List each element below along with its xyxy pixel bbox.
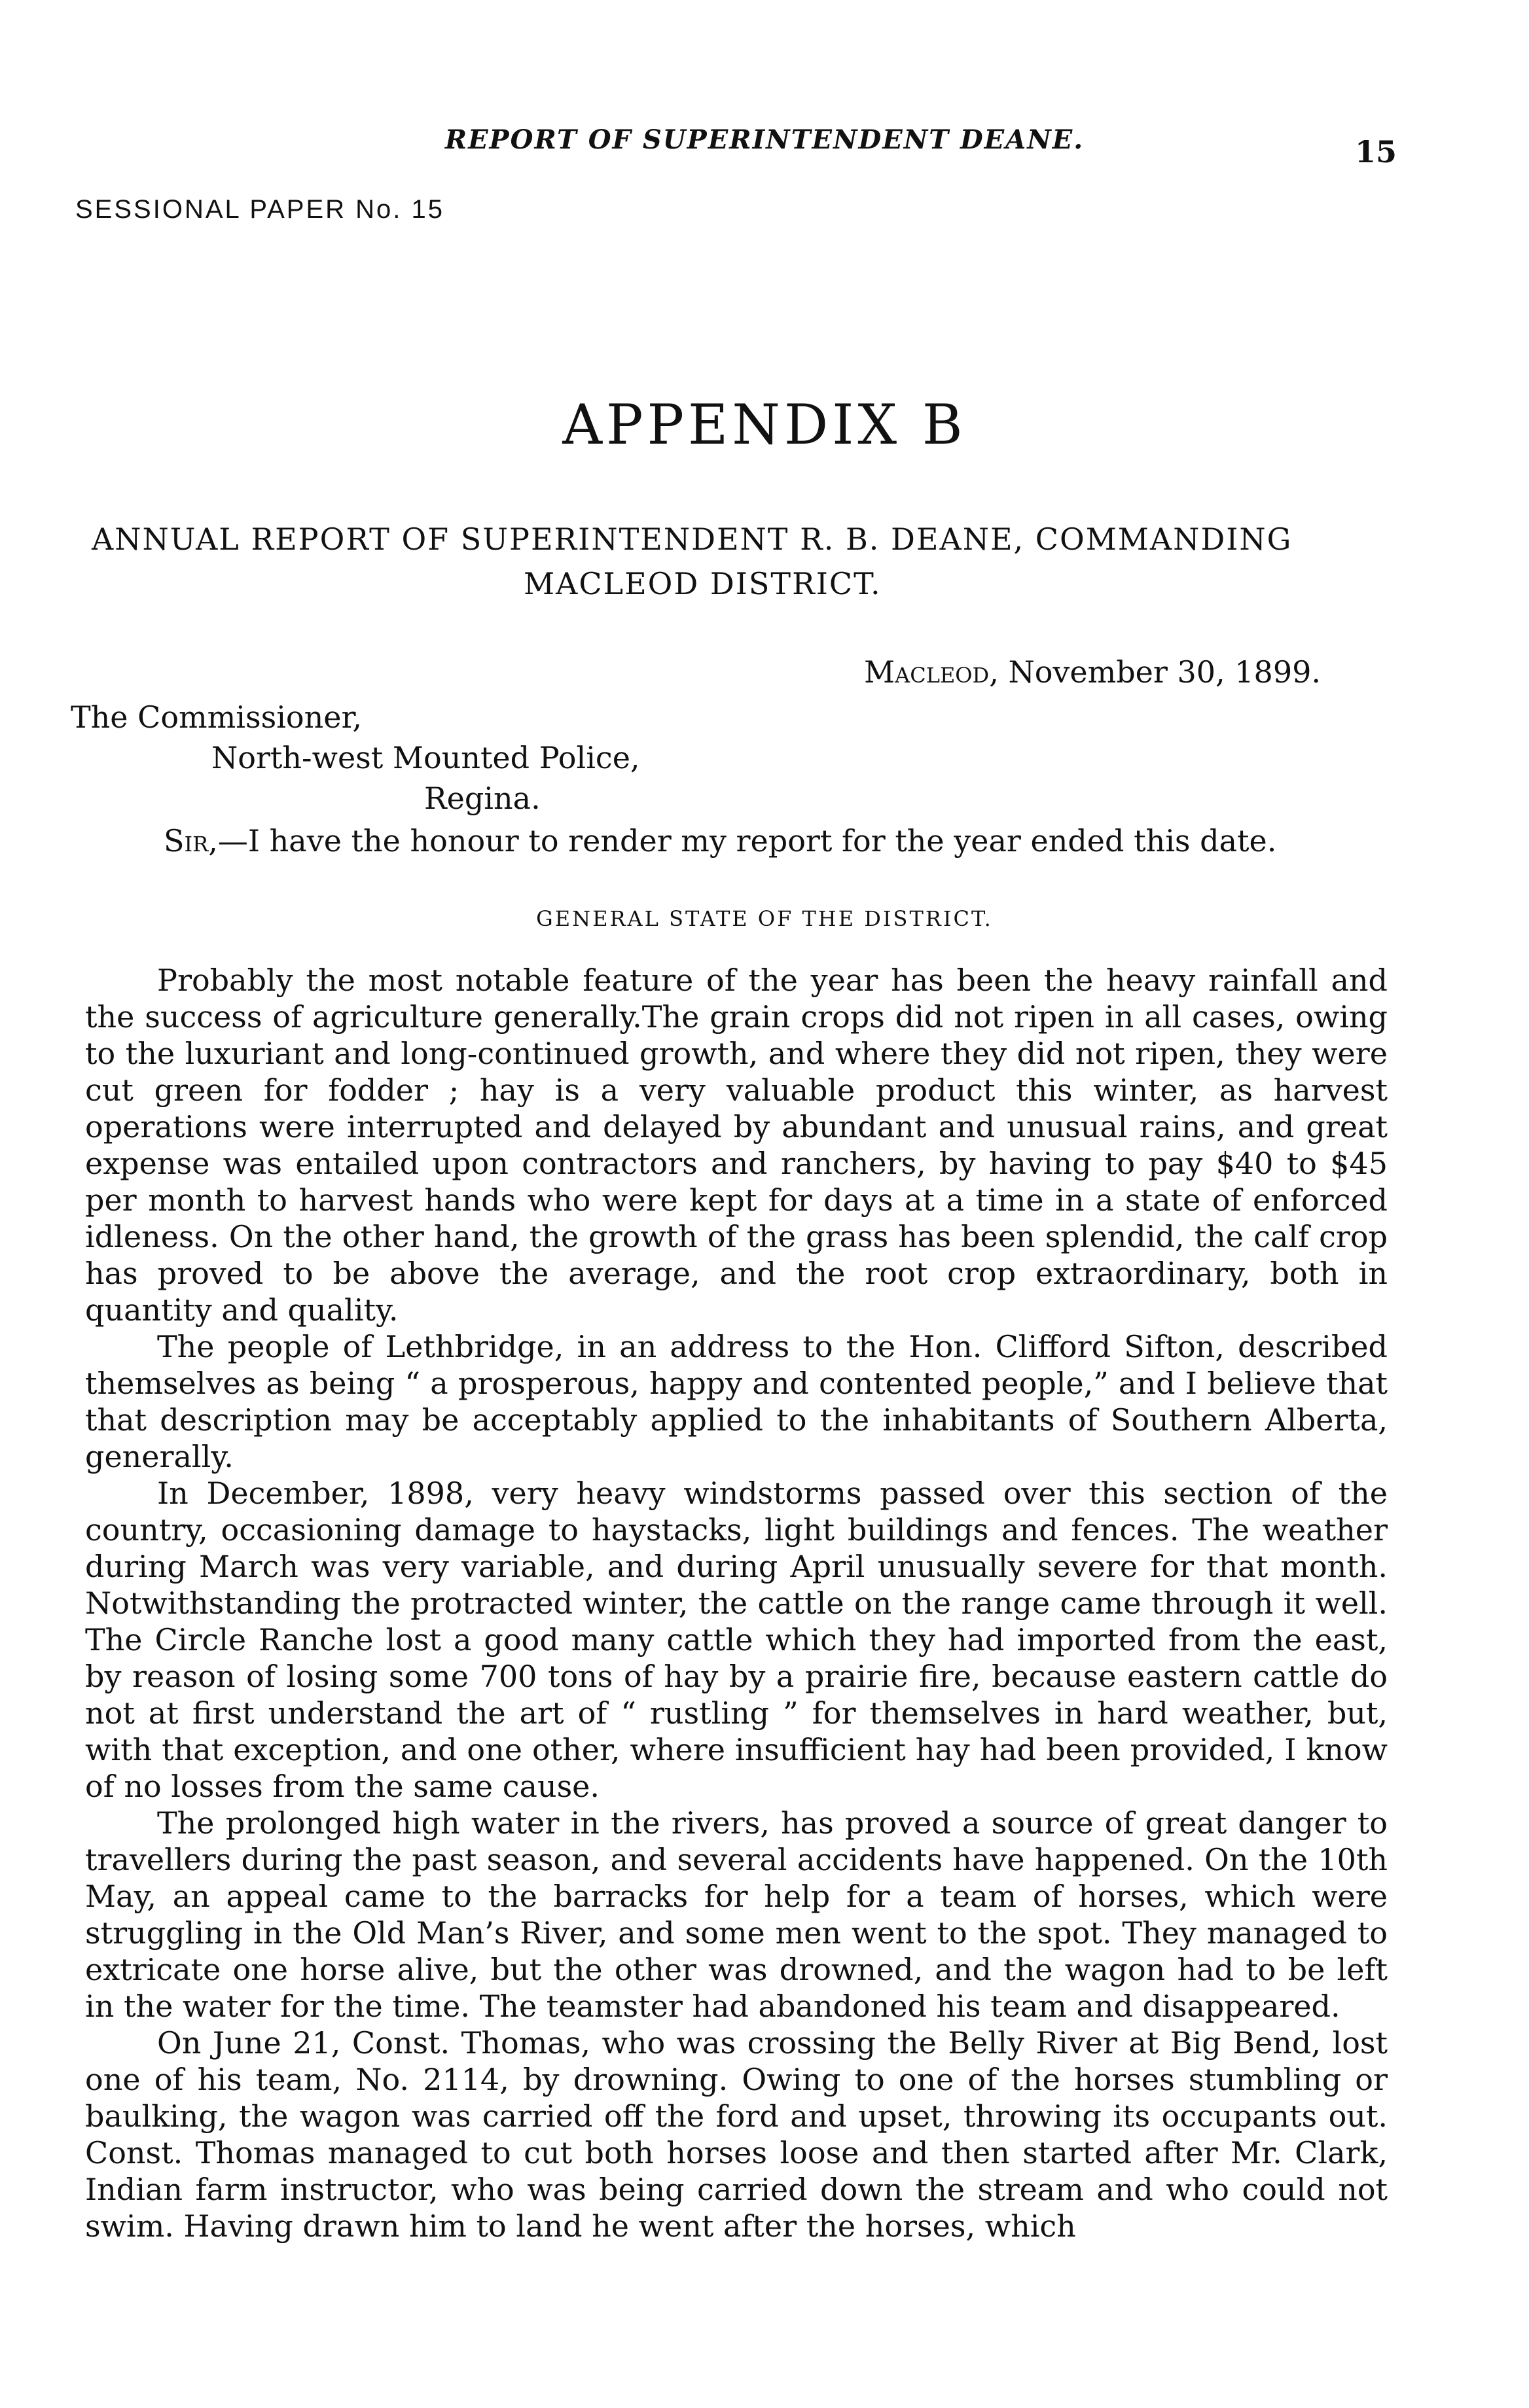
report-title-line-2: MACLEOD DISTRICT. bbox=[524, 566, 882, 601]
salutation-sir: Sir, bbox=[164, 823, 218, 859]
paragraph: In December, 1898, very heavy windstorms passed over this section of the country, occasioning damage to haystacks, light buildings and fences. The weather during March was very variable, and during April unusually severe for that month. Notwithstanding the protracted winter, the cattle on the range came through it well. The Circle Ranche lost a good many cattle which they had imported from the east, by reason of losing some 700 tons of hay by a prairie fire, because eastern cattle do not at first understand the art of “ rustling ” for themselves in hard weather, but, with that exception, and one other, where insufficient hay had been provided, I know of no losses from the same cause. bbox=[85, 1476, 1388, 1804]
report-title-line-1: ANNUAL REPORT OF SUPERINTENDENT R. B. DEANE, COMMANDING bbox=[92, 522, 1293, 557]
paragraph: The prolonged high water in the rivers, has proved a source of great danger to travellers during the past season, and several accidents have happened. On the 10th May, an appeal came to the barracks for help for a team of horses, which were struggling in the Old Man’s River, and some men went to the spot. They managed to extricate one horse alive, but the other was drowned, and the wagon had to be left in the water for the time. The teamster had abandoned his team and disappeared. bbox=[85, 1805, 1388, 2024]
salutation bbox=[164, 823, 1276, 859]
body-text bbox=[85, 962, 1388, 2244]
addressee-line-3: Regina. bbox=[424, 781, 541, 816]
page-number: 15 bbox=[1355, 134, 1397, 169]
dateline-place: Macleod, bbox=[864, 654, 999, 690]
report-title bbox=[92, 517, 1401, 606]
paragraph: The people of Lethbridge, in an address to the Hon. Clifford Sifton, described themselves as being “ a prosperous, happy and contented people,” and I believe that that description may be acceptably applied to the inhabitants of Southern Alberta, generally. bbox=[85, 1329, 1388, 1474]
addressee-block bbox=[71, 697, 640, 819]
section-heading: GENERAL STATE OF THE DISTRICT. bbox=[536, 906, 993, 931]
addressee-line-1: The Commissioner, bbox=[71, 699, 363, 735]
sessional-paper-label: SESSIONAL PAPER No. 15 bbox=[75, 195, 444, 224]
dateline bbox=[864, 654, 1321, 690]
appendix-title: APPENDIX B bbox=[562, 393, 967, 457]
addressee-line-2: North-west Mounted Police, bbox=[211, 740, 640, 775]
dateline-date: November 30, 1899. bbox=[1008, 654, 1321, 690]
paragraph: Probably the most notable feature of the year has been the heavy rainfall and the success of agriculture generally.The grain crops did not ripen in all cases, owing to the luxuriant and long-continued growth, and where they did not ripen, they were cut green for fodder ; hay is a very valuable product this winter, as harvest operations were interrupted and delayed by abundant and unusual rains, and great expense was entailed upon contractors and ranchers, by having to pay $40 to $45 per month to harvest hands who were kept for days at a time in a state of enforced idleness. On the other hand, the growth of the grass has been splendid, the calf crop has proved to be above the average, and the root crop extraordinary, both in quantity and quality. bbox=[85, 963, 1388, 1328]
running-title: REPORT OF SUPERINTENDENT DEANE. bbox=[444, 124, 1085, 155]
paragraph: On June 21, Const. Thomas, who was crossing the Belly River at Big Bend, lost one of his team, No. 2114, by drowning. Owing to one of the horses stumbling or baulking, the wagon was carried off the ford and upset, throwing its occupants out. Const. Thomas managed to cut both horses loose and then started after Mr. Clark, Indian farm instructor, who was being carried down the stream and who could not swim. Having drawn him to land he went after the horses, which bbox=[85, 2025, 1388, 2244]
salutation-text: —I have the honour to render my report for the year ended this date. bbox=[217, 823, 1277, 859]
